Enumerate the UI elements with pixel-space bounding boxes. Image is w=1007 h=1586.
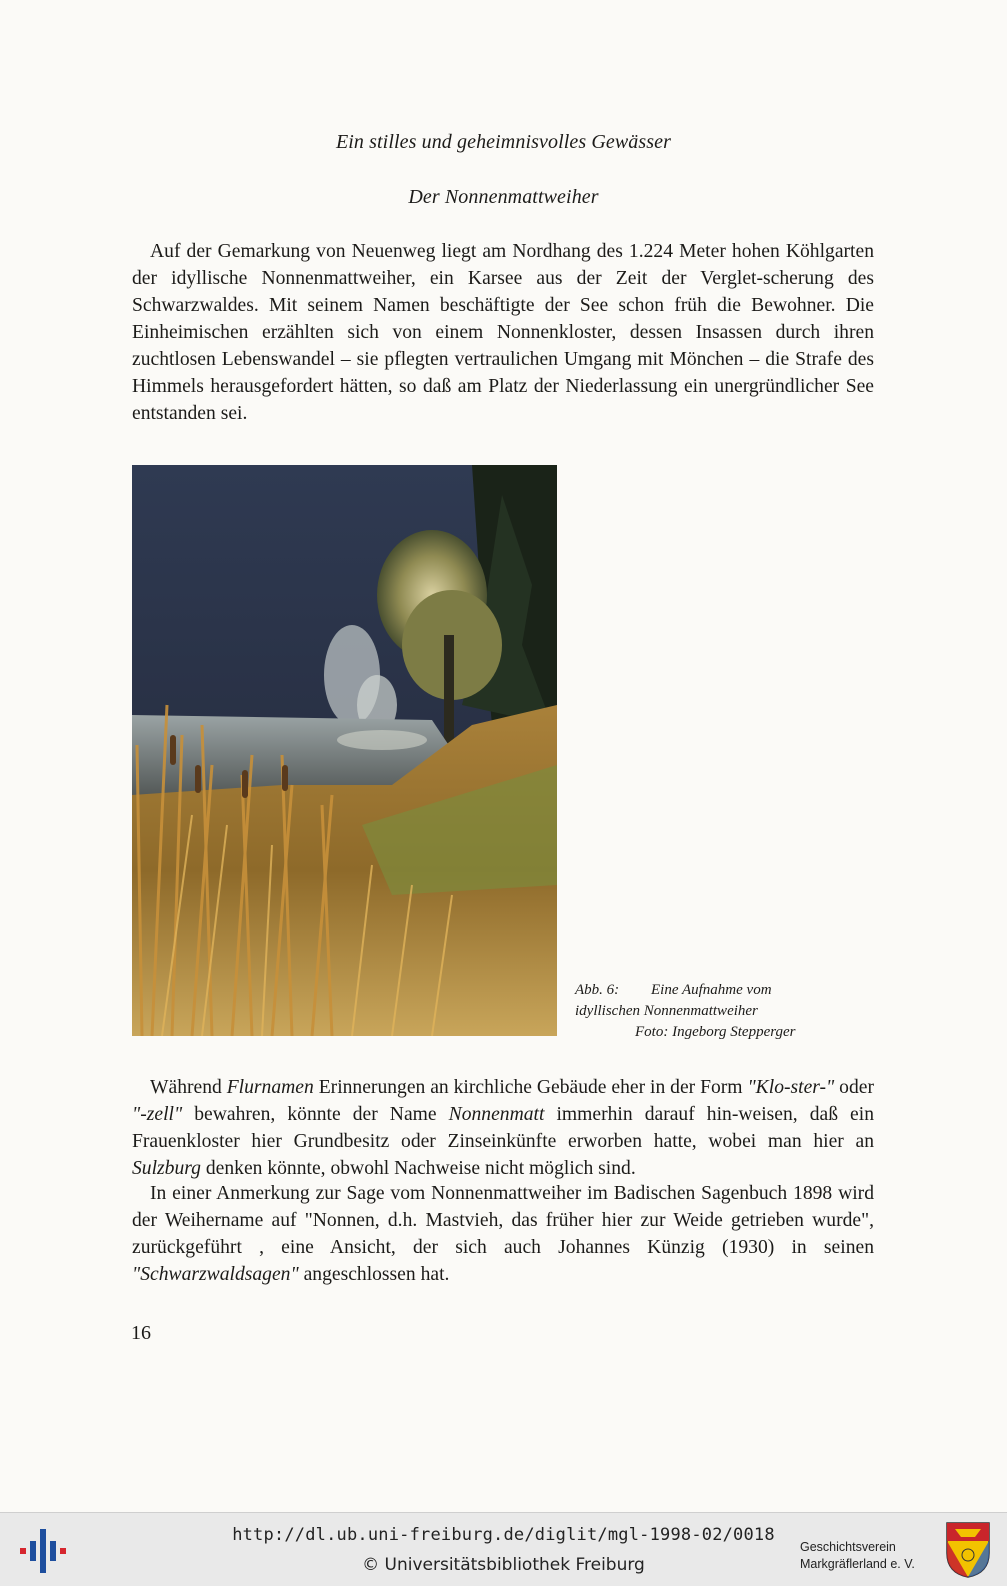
italic-run: "-zell" [132, 1104, 183, 1125]
coat-of-arms-icon [945, 1521, 991, 1579]
caption-credit: Foto: Ingeborg Stepperger [635, 1024, 796, 1040]
paragraph-intro-text: Auf der Gemarkung von Neuenweg liegt am Nordhang des 1.224 Meter hohen Köhlgarten der idyllische Nonnenmattweiher, ein Karsee aus der Zeit der Verglet-scherung des Schwarzwaldes. Mit seinem Namen beschäftigte der See schon früh die Bewohner. Die Einheimischen erzählten sich von einem Nonnenkloster, dessen Insassen durch ihren zuchtlosen Lebenswandel – sie pflegten vertraulichen Umgang mit Mönchen – die Strafe des Himmels herausgefordert hätten, so daß am Platz der Niederlassung ein unergründlicher See entstanden sei. [132, 241, 874, 424]
society-line-2: Markgräflerland e. V. [800, 1557, 915, 1571]
text-run: denken könnte, obwohl Nachweise nicht möglich sind. [200, 1158, 636, 1179]
caption-line-1 [575, 980, 875, 1001]
figure-caption [575, 980, 875, 1043]
lake-photo [132, 465, 557, 1036]
footer-bar [0, 1512, 1007, 1586]
caption-line-2: idyllischen Nonnenmattweiher [575, 1003, 758, 1019]
document-url-link[interactable]: http://dl.ub.uni-freiburg.de/diglit/mgl-1998-02/0018 [232, 1525, 775, 1545]
text-run: Erinnerungen an kirchliche Gebäude eher in der Form [313, 1077, 748, 1098]
text-run: angeschlossen hat. [298, 1264, 450, 1285]
italic-run: "Schwarzwaldsagen" [132, 1264, 299, 1285]
society-name [800, 1539, 940, 1573]
text-run: bewahren, könnte der Name [182, 1104, 449, 1125]
italic-run: Sulzburg [132, 1158, 201, 1179]
society-line-1: Geschichtsverein [800, 1540, 896, 1554]
italic-run: Flurnamen [226, 1077, 314, 1098]
text-run: Während [150, 1077, 227, 1098]
text-run: immerhin darauf hin-weisen, daß ein Frauenkloster hier Grundbesitz oder Zinseinkünfte erworben hatte, wobei man hier an [132, 1104, 874, 1152]
text-run: In einer Anmerkung zur Sage vom Nonnenmattweiher im Badischen Sagenbuch 1898 wird der Weihername auf "Nonnen, d.h. Mastvieh, das früher hier zur Weide getrieben wurde", zurückgeführt , eine Ansicht, der sich auch Johannes Künzig (1930) in seinen [132, 1183, 874, 1258]
paragraph-sagenbuch-text [132, 1180, 874, 1288]
caption-text-1: Eine Aufnahme vom [651, 982, 772, 998]
paragraph-flurnamen-text [132, 1074, 874, 1182]
italic-run: "Klo-ster-" [747, 1077, 835, 1098]
paragraph-intro [132, 238, 874, 427]
italic-run: Nonnenmatt [448, 1104, 545, 1125]
paragraph-sagenbuch [132, 1180, 874, 1288]
caption-label: Abb. 6: [575, 982, 620, 998]
chapter-title: Ein stilles und geheimnisvolles Gewässer [335, 131, 672, 153]
text-run: oder [834, 1077, 874, 1098]
page-number: 16 [131, 1322, 151, 1344]
paragraph-flurnamen [132, 1074, 874, 1182]
lake-photo-illustration [132, 465, 557, 1036]
chapter-subtitle: Der Nonnenmattweiher [408, 186, 599, 208]
copyright-text: © Universitätsbibliothek Freiburg [362, 1555, 645, 1575]
